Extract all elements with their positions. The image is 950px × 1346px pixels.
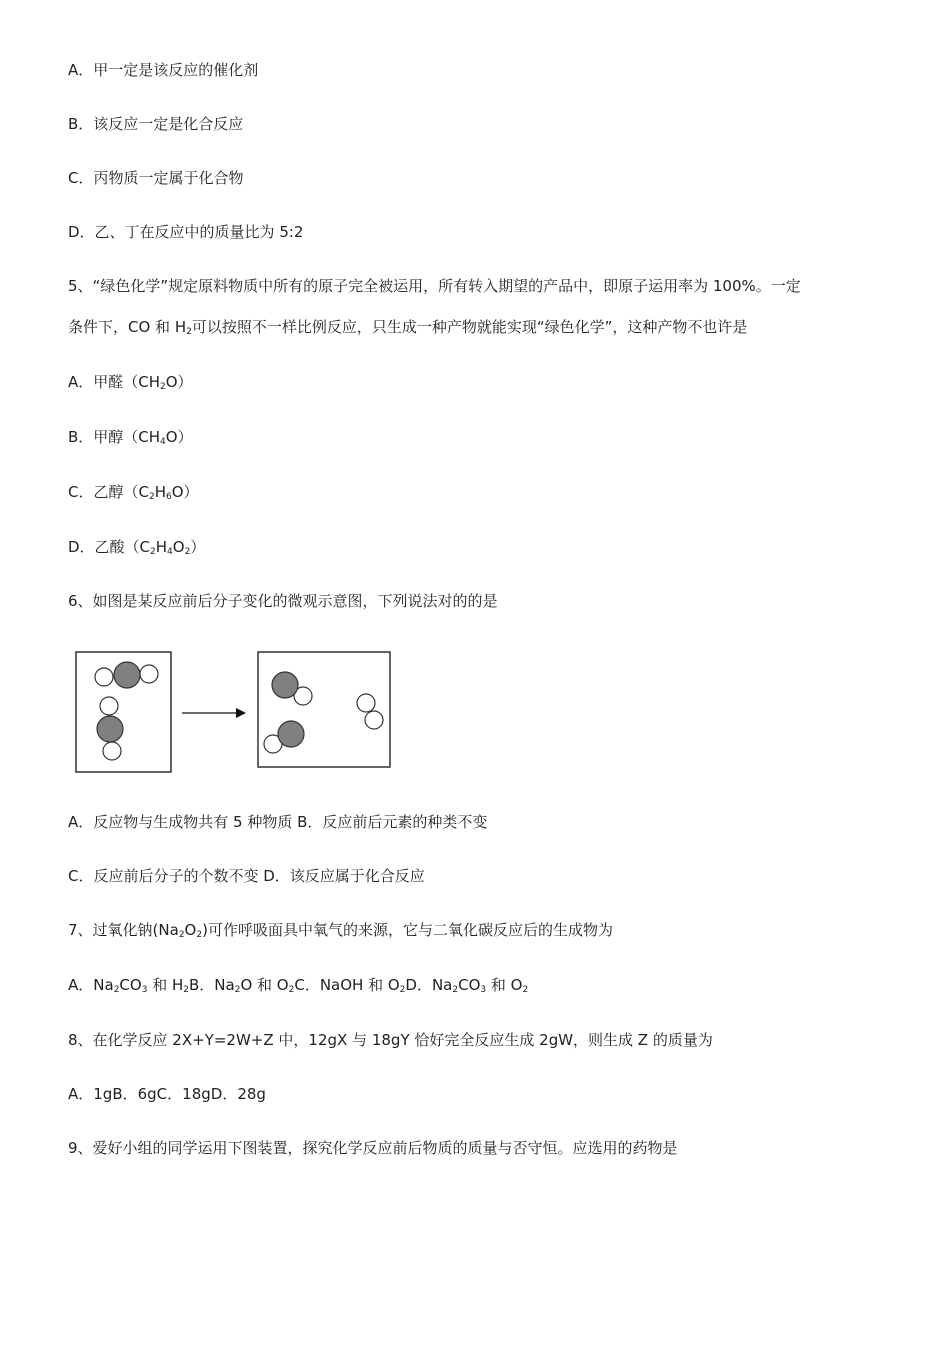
subscript: 2 (186, 327, 192, 337)
subscript: 2 (113, 985, 120, 995)
subscript: 2 (183, 985, 189, 995)
subscript: 4 (167, 547, 173, 557)
text: ） (190, 538, 206, 556)
text: O (184, 921, 197, 939)
q8-options: A．1gB．6gC．18gD．28g (68, 1085, 266, 1103)
light-atom (103, 742, 121, 760)
q5-option-b (68, 427, 193, 452)
q8-stem: 8、在化学反应 2X+Y=2W+Z 中，12gX 与 18gY 恰好完全反应生成 2gW，则生成 Z 的质量为 (68, 1031, 713, 1049)
text: CO (119, 976, 142, 994)
subscript: 2 (184, 547, 191, 557)
q4-option-c: C．丙物质一定属于化合物 (68, 169, 244, 187)
subscript: 2 (452, 985, 459, 995)
subscript: 2 (288, 985, 295, 995)
q5-stem-2b: 可以按照不一样比例反应，只生成一种产物就能实现“绿色化学”，这种产物不也许是 (191, 318, 748, 336)
subscript: 3 (141, 985, 148, 995)
q7-stem (68, 920, 613, 945)
text: )可作呼吸面具中氧气的来源，它与二氧化碳反应后的生成物为 (202, 921, 613, 939)
reaction-arrow-head (236, 708, 246, 718)
text: CO (458, 976, 481, 994)
q6-options-cd: C．反应前后分子的个数不变 D．该反应属于化合反应 (68, 867, 425, 885)
subscript: 2 (150, 547, 156, 557)
text: O 和 O (240, 976, 289, 994)
text: H (155, 538, 168, 556)
dark-atom (278, 721, 304, 747)
subscript: 2 (234, 985, 241, 995)
subscript: 3 (480, 985, 487, 995)
subscript: 2 (160, 382, 166, 392)
text: D．Na (405, 976, 453, 994)
q5-option-c (68, 482, 199, 507)
subscript: 6 (165, 492, 172, 502)
reaction-diagram (74, 650, 394, 776)
subscript: 2 (196, 930, 203, 940)
subscript: 4 (160, 437, 166, 447)
subscript: 2 (148, 492, 155, 502)
text: 7、过氧化钠(Na (68, 921, 179, 939)
light-atom (140, 665, 158, 683)
text: H (154, 483, 166, 501)
text: C．NaOH 和 O (294, 976, 400, 994)
q5-option-a (68, 372, 193, 397)
text: O (172, 538, 185, 556)
q9-stem: 9、爱好小组的同学运用下图装置，探究化学反应前后物质的质量与否守恒。应选用的药物是 (68, 1139, 678, 1157)
text: B．Na (189, 976, 235, 994)
q4-option-a: A．甲一定是该反应的催化剂 (68, 61, 259, 79)
subscript: 2 (178, 930, 185, 940)
text: A．Na (68, 976, 114, 994)
q5-option-d (68, 537, 205, 562)
text: O） (171, 483, 199, 501)
text: A．甲醛（CH (68, 373, 161, 391)
q5-stem-2a: 条件下，CO 和 H (68, 318, 187, 336)
light-atom (357, 694, 375, 712)
text: B．甲醇（CH (68, 428, 161, 446)
q4-option-b: B．该反应一定是化合反应 (68, 115, 244, 133)
dark-atom (114, 662, 140, 688)
text: O） (165, 428, 193, 446)
text: D．乙酸（C (68, 538, 151, 556)
light-atom (365, 711, 383, 729)
text: 和 H (147, 976, 184, 994)
text: 和 O (486, 976, 523, 994)
subscript: 2 (399, 985, 406, 995)
light-atom (100, 697, 118, 715)
q5-stem-line-2 (68, 317, 747, 342)
dark-atom (97, 716, 123, 742)
q6-stem: 6、如图是某反应前后分子变化的微观示意图，下列说法对的的是 (68, 592, 498, 610)
light-atom (95, 668, 113, 686)
q5-stem-line-1: 5、“绿色化学”规定原料物质中所有的原子完全被运用，所有转入期望的产品中，即原子运用率为 100%。一定 (68, 277, 801, 295)
subscript: 2 (522, 985, 529, 995)
dark-atom (272, 672, 298, 698)
q4-option-d: D．乙、丁在反应中的质量比为 5:2 (68, 223, 304, 241)
text: O） (165, 373, 193, 391)
text: C．乙醇（C (68, 483, 149, 501)
q6-options-ab: A．反应物与生成物共有 5 种物质 B．反应前后元素的种类不变 (68, 813, 488, 831)
q7-options (68, 975, 528, 1000)
reaction-diagram-svg (74, 650, 394, 776)
